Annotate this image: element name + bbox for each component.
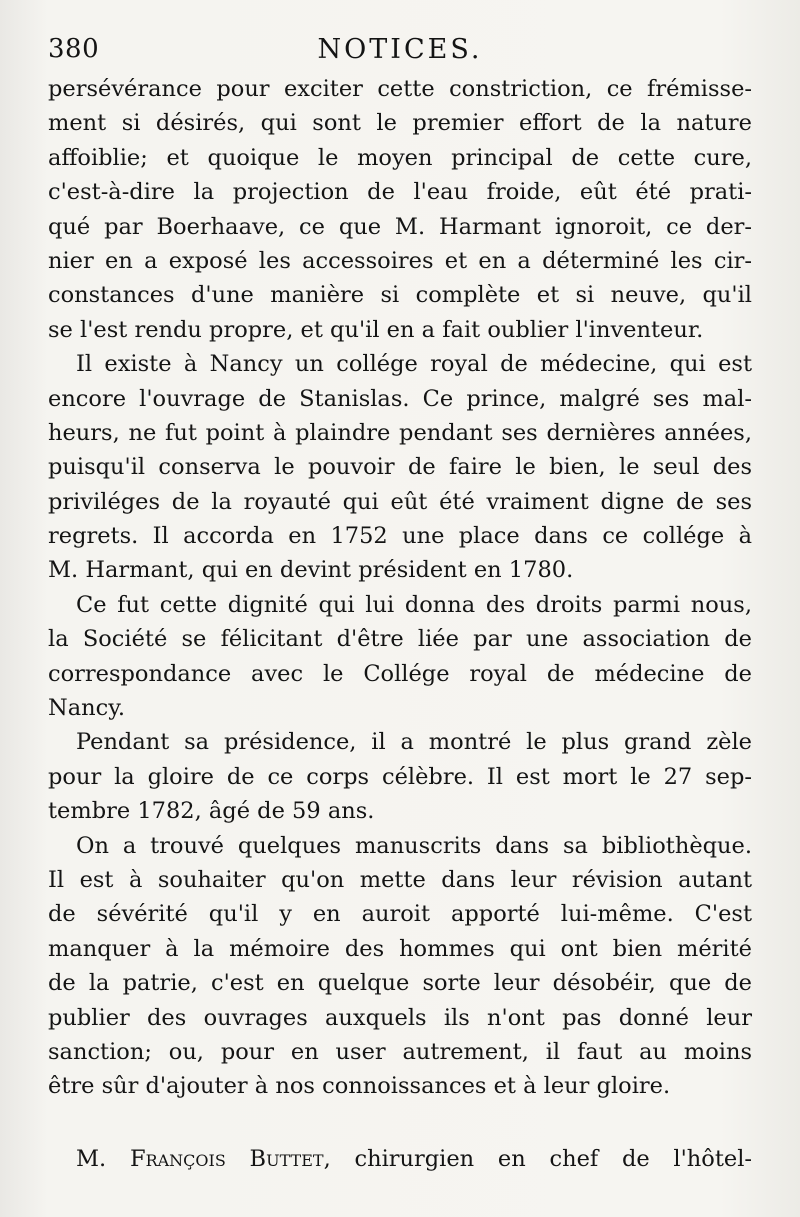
text-line: correspondance avec le Collége royal de médecine de bbox=[48, 660, 752, 687]
text-line: Il est à souhaiter qu'on mette dans leur révision autant bbox=[48, 866, 752, 893]
text-line: ment si désirés, qui sont le premier effort de la nature bbox=[48, 110, 752, 137]
text-line: de sévérité qu'il y en auroit apporté lui-même. C'est bbox=[48, 901, 752, 928]
text-line: regrets. Il accorda en 1752 une place dans ce collége à bbox=[48, 523, 752, 550]
text-line: On a trouvé quelques manuscrits dans sa bibliothèque. bbox=[76, 832, 752, 859]
text-line: c'est-à-dire la projection de l'eau froide, eût été prati- bbox=[48, 179, 752, 206]
running-head: NOTICES. bbox=[317, 34, 483, 65]
text-line: Il existe à Nancy un collége royal de médecine, qui est bbox=[76, 351, 752, 378]
text-line: se l'est rendu propre, et qu'il en a fait oublier l'inventeur. bbox=[48, 316, 704, 343]
text-line: affoiblie; et quoique le moyen principal de cette cure, bbox=[48, 144, 752, 171]
text-line: priviléges de la royauté qui eût été vraiment digne de ses bbox=[48, 488, 752, 515]
person-name: François Buttet bbox=[129, 1145, 324, 1172]
page-number: 380 bbox=[48, 34, 100, 64]
text-line: de la patrie, c'est en quelque sorte leur désobéir, que de bbox=[48, 970, 752, 997]
text-line: puisqu'il conserva le pouvoir de faire le bien, le seul des bbox=[48, 454, 752, 481]
text-line: Pendant sa présidence, il a montré le plus grand zèle bbox=[76, 729, 752, 756]
text-line: manquer à la mémoire des hommes qui ont bien mérité bbox=[48, 935, 752, 962]
final-line-rest: , chirurgien en chef de l'hôtel- bbox=[323, 1145, 753, 1172]
text-line: sanction; ou, pour en user autrement, il faut au moins bbox=[48, 1038, 752, 1065]
text-line: constances d'une manière si complète et si neuve, qu'il bbox=[48, 282, 752, 309]
section-gap bbox=[48, 1104, 752, 1142]
text-line: heurs, ne fut point à plaindre pendant ses dernières années, bbox=[48, 419, 752, 446]
paragraph bbox=[48, 347, 752, 588]
paragraph bbox=[48, 829, 752, 1104]
final-line-prefix: M. bbox=[76, 1145, 130, 1172]
final-line bbox=[48, 1142, 752, 1176]
text-line: pour la gloire de ce corps célèbre. Il est mort le 27 sep- bbox=[48, 763, 752, 790]
body-text bbox=[48, 72, 752, 1176]
paragraph bbox=[48, 725, 752, 828]
text-line: Ce fut cette dignité qui lui donna des droits parmi nous, bbox=[76, 591, 752, 618]
text-line: persévérance pour exciter cette constriction, ce frémisse- bbox=[48, 76, 752, 102]
paragraph bbox=[48, 588, 752, 726]
page-header bbox=[48, 34, 752, 74]
text-line: M. Harmant, qui en devint président en 1780. bbox=[48, 557, 574, 584]
text-line: la Société se félicitant d'être liée par une association de bbox=[48, 626, 752, 653]
text-line: Nancy. bbox=[48, 695, 126, 722]
text-line: tembre 1782, âgé de 59 ans. bbox=[48, 798, 375, 825]
paragraph bbox=[48, 72, 752, 347]
text-line: être sûr d'ajouter à nos connoissances et à leur gloire. bbox=[48, 1073, 671, 1100]
text-line: nier en a exposé les accessoires et en a déterminé les cir- bbox=[48, 247, 752, 274]
text-line: encore l'ouvrage de Stanislas. Ce prince, malgré ses mal- bbox=[48, 385, 752, 412]
text-line: publier des ouvrages auxquels ils n'ont pas donné leur bbox=[48, 1004, 752, 1031]
text-line: qué par Boerhaave, ce que M. Harmant ignoroit, ce der- bbox=[48, 213, 752, 240]
